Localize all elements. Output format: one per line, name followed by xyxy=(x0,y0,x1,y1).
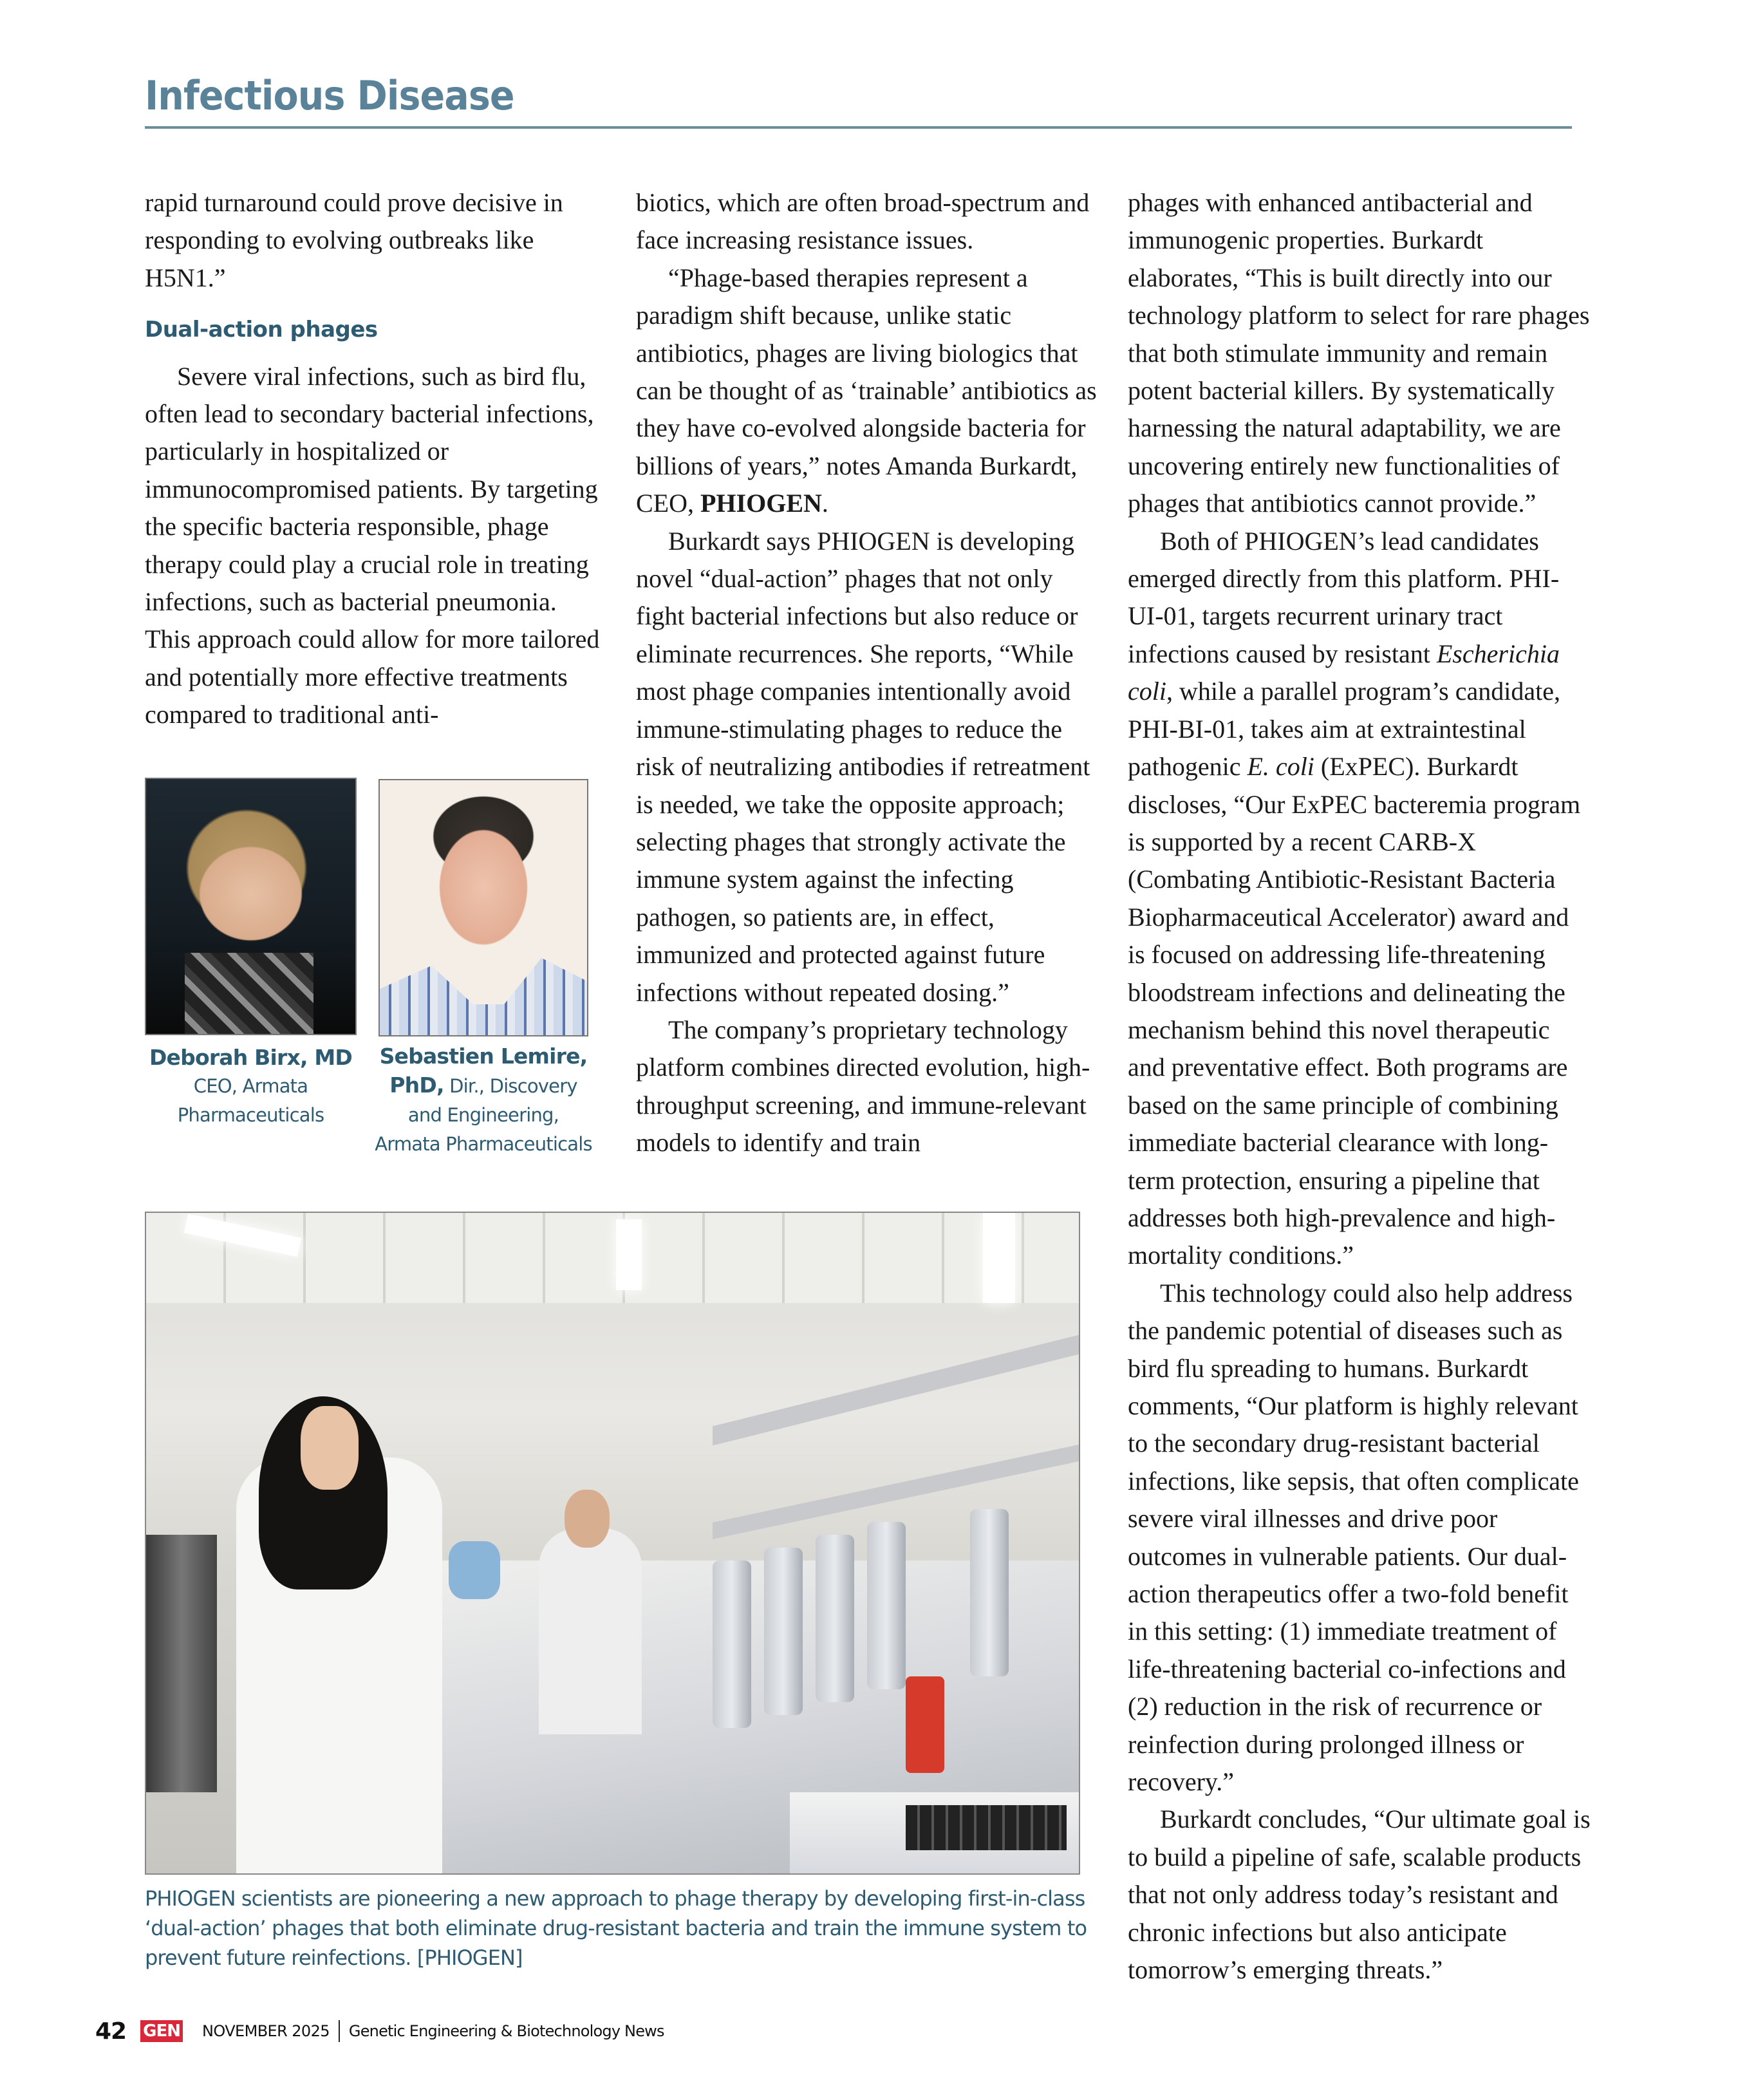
portrait-caption-birx xyxy=(145,1043,357,1130)
paragraph: Severe viral infections, such as bird flu, often lead to secondary bacterial infections, particularly in hospitalized or immunocompromised patients. By targeting the specific bacteria responsible, phage therapy could play a crucial role in treating infections, such as bacterial pneumonia. This approach could allow for more tailored and potentially more effective treatments compared to traditional anti- xyxy=(145,361,600,729)
caption-name: Deborah Birx, MD xyxy=(149,1045,353,1070)
paragraph: Burkardt says PHIOGEN is developing novel “dual-action” phages that not only fight bacterial infections but also reduce or eliminate recurrences. She reports, “While most phage companies intentionally avoid immune-stimulating phages to reduce the risk of neutralizing antibodies if retreatment is needed, we take the opposite approach; selecting phages that strongly activate the immune system against the infecting pathogen, so patients are, in effect, immunized and protected against future infections without repeated dosing.” xyxy=(636,526,1090,1007)
ceiling-light xyxy=(983,1213,1015,1303)
scientist-face xyxy=(301,1406,359,1490)
pipette xyxy=(816,1535,854,1702)
ceiling xyxy=(146,1213,1079,1303)
gen-logo: GEN xyxy=(140,2020,183,2042)
pipette xyxy=(867,1522,906,1689)
footer-divider xyxy=(339,2020,340,2042)
text-run: , while a parallel program’s candidate, PHI-BI-01, takes aim at extraintestinal pathogenic xyxy=(1128,677,1560,782)
publication-name: Genetic Engineering & Biotechnology News xyxy=(348,2022,664,2040)
text-run: (ExPEC). Burkardt discloses, “Our ExPEC bacteremia program is supported by a recent CARB-X (Combating Antibiotic-Resistant Bacteria Biopharmaceutical Accelerator) award and is focused on addressing life-threatening bloodstream infections and delineating the mechanism behind this novel therapeutic and preventative effect. Both programs are based on the same principle of combining immediate bacterial clearance with long-term protection, ensuring a pipeline that addresses both high-prevalence and high-mortality conditions.” xyxy=(1128,752,1581,1270)
portrait-caption-lemire xyxy=(370,1042,597,1159)
paragraph xyxy=(1128,523,1591,1275)
equipment xyxy=(146,1535,217,1792)
section-title: Infectious Disease xyxy=(145,72,514,119)
pipette xyxy=(970,1509,1009,1676)
caption-role: and Engineering, xyxy=(407,1104,559,1126)
issue-date: NOVEMBER 2025 xyxy=(201,2022,330,2040)
shirt-detail xyxy=(380,958,587,1035)
lab-photo xyxy=(145,1212,1080,1875)
caption-name: Sebastien Lemire, xyxy=(379,1044,588,1069)
photo-caption: PHIOGEN scientists are pioneering a new approach to phage therapy by developing first-in-class ‘dual-action’ phages that both eliminate drug-resistant bacteria and train the immune system to prevent future reinfections. [PHIOGEN] xyxy=(145,1886,1087,1970)
glove xyxy=(449,1541,500,1599)
scientist-background-head xyxy=(565,1490,610,1548)
caption-role: CEO, Armata xyxy=(193,1075,308,1097)
subheading: Dual-action phages xyxy=(145,317,378,343)
paragraph xyxy=(636,259,1099,523)
article-column-2 xyxy=(636,184,1099,1162)
scarf-detail xyxy=(185,953,313,1035)
ceiling-light xyxy=(616,1219,642,1290)
portrait-sebastien-lemire xyxy=(378,779,588,1036)
paragraph: biotics, which are often broad-spectrum and face increasing resistance issues. xyxy=(636,188,1090,255)
article-column-1 xyxy=(145,184,608,734)
portrait-deborah-birx xyxy=(145,778,357,1035)
paragraph: phages with enhanced antibacterial and immunogenic properties. Burkardt elaborates, “This is built directly into our technology platform to select for rare phages that both stimulate immunity and remain potent bacterial killers. By systematically harnessing the natural adaptability, we are uncovering entirely new functionalities of phages that antibiotics cannot provide.” xyxy=(1128,188,1590,518)
paragraph: This technology could also help address the pandemic potential of diseases such as bird flu spreading to humans. Burkardt comments, “Our platform is highly relevant to the secondary drug-resistant bacterial infections, like sepsis, that often complicate severe viral illnesses and drive poor outcomes in vulnerable patients. Our dual-action therapeutics offer a two-fold benefit in this setting: (1) immediate treatment of life-threatening bacterial co-infections and (2) reduction in the risk of recurrence or reinfection during prolonged illness or recovery.” xyxy=(1128,1278,1579,1797)
scientist-background xyxy=(539,1528,642,1734)
paragraph: The company’s proprietary technology platform combines directed evolution, high-throughput screening, and immune-relevant models to identify and train xyxy=(636,1015,1090,1158)
page-footer xyxy=(95,2018,664,2044)
caption-role: Pharmaceuticals xyxy=(177,1104,324,1126)
caption-role: Dir., Discovery xyxy=(444,1075,577,1097)
pipette xyxy=(764,1548,803,1715)
spray-bottle xyxy=(906,1676,944,1773)
header-rule xyxy=(145,126,1572,129)
text-run: Both of PHIOGEN’s lead candidates emerged directly from this platform. PHI-UI-01, targets recurrent urinary tract infections caused by resistant xyxy=(1128,526,1560,668)
company-name: PHIOGEN xyxy=(700,489,822,518)
device-keypad xyxy=(906,1805,1067,1850)
page-number: 42 xyxy=(95,2018,127,2045)
text-run: . xyxy=(821,489,828,518)
caption-role: Armata Pharmaceuticals xyxy=(375,1133,592,1155)
caption-name: PhD, xyxy=(389,1073,444,1098)
paragraph: Burkardt concludes, “Our ultimate goal is to build a pipeline of safe, scalable products that not only address today’s resistant and chronic infections but also anticipate tomorrow’s emerging threats.” xyxy=(1128,1805,1591,1985)
paragraph: rapid turnaround could prove decisive in responding to evolving outbreaks like H5N1.” xyxy=(145,188,563,292)
species-name: Escherichia coli xyxy=(1128,639,1560,706)
text-run: “Phage-based therapies represent a paradigm shift because, unlike static antibiotics, phages are living biologics that can be thought of as ‘trainable’ antibiotics as they have co-evolved alongside bacteria for billions of years,” notes Amanda Burkardt, CEO, xyxy=(636,263,1097,518)
article-column-3 xyxy=(1128,184,1591,1989)
species-name: E. coli xyxy=(1247,752,1314,782)
shelf xyxy=(713,1335,1080,1446)
pipette xyxy=(713,1561,751,1728)
